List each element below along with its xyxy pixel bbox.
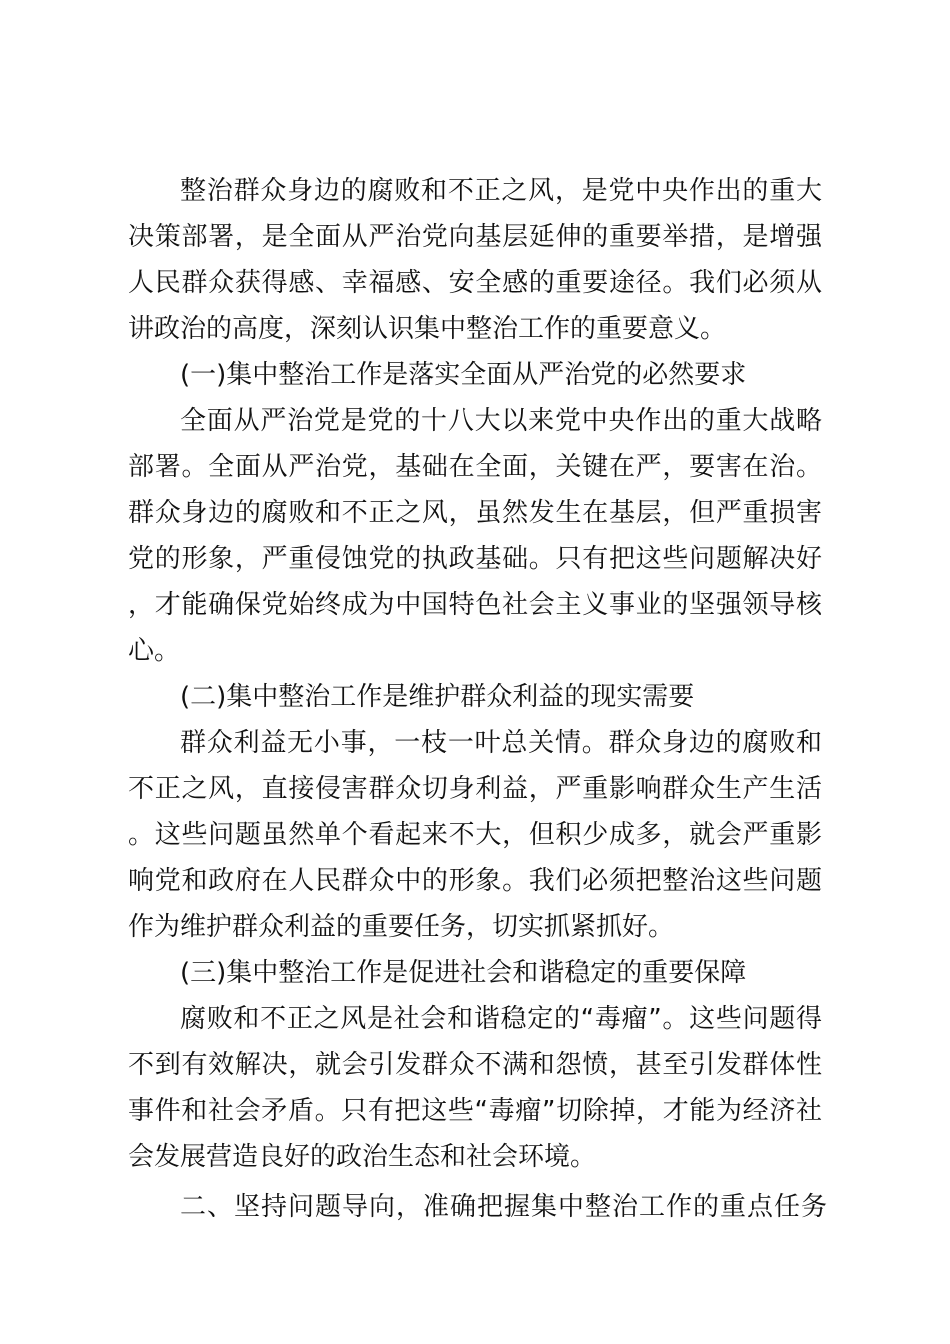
- section-2-paragraph: 群众利益无小事，一枝一叶总关情。群众身边的腐败和不正之风，直接侵害群众切身利益，严重影响群众生产生活。这些问题虽然单个看起来不大，但积少成多，就会严重影响党和政府在人民群众中的形象。我们必须把整治这些问题作为维护群众利益的重要任务，切实抓紧抓好。: [128, 728, 822, 942]
- section-2-heading: (二)集中整治工作是维护群众利益的现实需要: [180, 682, 695, 712]
- intro-paragraph: 整治群众身边的腐败和不正之风，是党中央作出的重大决策部署，是全面从严治党向基层延伸的重要举措，是增强人民群众获得感、幸福感、安全感的重要途径。我们必须从讲政治的高度，深刻认识集中整治工作的重要意义。: [128, 176, 822, 344]
- section-3-paragraph: 腐败和不正之风是社会和谐稳定的“毒瘤”。这些问题得不到有效解决，就会引发群众不满和怨愤，甚至引发群体性事件和社会矛盾。只有把这些“毒瘤”切除掉，才能为经济社会发展营造良好的政治生态和社会环境。: [128, 1004, 822, 1172]
- section-3-heading: (三)集中整治工作是促进社会和谐稳定的重要保障: [180, 958, 747, 988]
- section-1-paragraph: 全面从严治党是党的十八大以来党中央作出的重大战略部署。全面从严治党，基础在全面，关键在严，要害在治。群众身边的腐败和不正之风，虽然发生在基层，但严重损害党的形象，严重侵蚀党的执政基础。只有把这些问题解决好，才能确保党始终成为中国特色社会主义事业的坚强领导核心。: [128, 406, 822, 666]
- document-body: [128, 168, 829, 1230]
- section-1-heading: (一)集中整治工作是落实全面从严治党的必然要求: [180, 360, 747, 390]
- part-2-heading: 二、坚持问题导向，准确把握集中整治工作的重点任务: [180, 1192, 829, 1222]
